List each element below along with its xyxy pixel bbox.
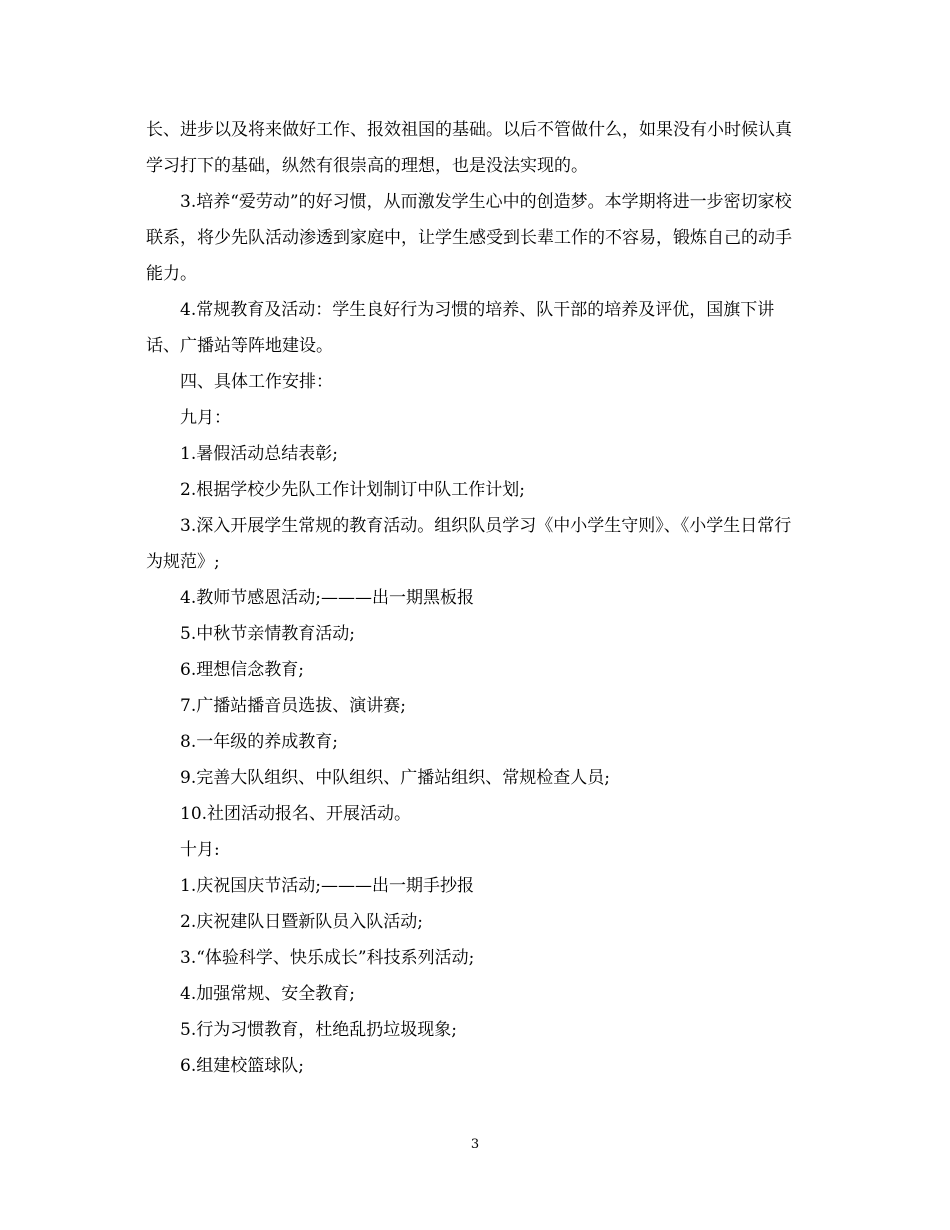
list-item: 10.社团活动报名、开展活动。 bbox=[180, 804, 412, 824]
paragraph: 长、进步以及将来做好工作、报效祖国的基础。以后不管做什么，如果没有小时候认真学习打下的基础，纵然有很崇高的理想，也是没法实现的。 bbox=[146, 120, 792, 176]
list-item: 8.一年级的养成教育; bbox=[180, 732, 338, 752]
list-item: 3.“体验科学、快乐成长”科技系列活动; bbox=[180, 948, 475, 968]
list-item: 4.加强常规、安全教育; bbox=[180, 984, 355, 1004]
section-heading: 四、具体工作安排： bbox=[180, 372, 333, 392]
list-item: 9.完善大队组织、中队组织、广播站组织、常规检查人员; bbox=[180, 768, 610, 788]
list-item: 2.庆祝建队日暨新队员入队活动; bbox=[180, 912, 423, 932]
list-item: 3.深入开展学生常规的教育活动。组织队员学习《中小学生守则》、《小学生日常行为规范》; bbox=[146, 516, 792, 572]
list-item: 7.广播站播音员选拔、演讲赛; bbox=[180, 696, 406, 716]
list-item: 6.组建校篮球队; bbox=[180, 1056, 304, 1076]
month-heading: 九月： bbox=[180, 408, 231, 428]
paragraph: 3.培养“爱劳动”的好习惯，从而激发学生心中的创造梦。本学期将进一步密切家校联系，将少先队活动渗透到家庭中，让学生感受到长辈工作的不容易，锻炼自己的动手能力。 bbox=[146, 192, 792, 284]
list-item: 1.庆祝国庆节活动;———出一期手抄报 bbox=[180, 876, 474, 896]
list-item: 5.中秋节亲情教育活动; bbox=[180, 624, 355, 644]
list-item: 4.教师节感恩活动;———出一期黑板报 bbox=[180, 588, 474, 608]
paragraph: 4.常规教育及活动：学生良好行为习惯的培养、队干部的培养及评优，国旗下讲话、广播站等阵地建设。 bbox=[146, 300, 775, 356]
list-item: 6.理想信念教育; bbox=[180, 660, 304, 680]
list-item: 5.行为习惯教育，杜绝乱扔垃圾现象; bbox=[180, 1020, 457, 1040]
page-number: 3 bbox=[470, 1137, 480, 1152]
month-heading: 十月: bbox=[180, 840, 220, 860]
document-body bbox=[146, 112, 804, 1084]
list-item: 1.暑假活动总结表彰; bbox=[180, 444, 338, 464]
list-item: 2.根据学校少先队工作计划制订中队工作计划; bbox=[180, 480, 525, 500]
